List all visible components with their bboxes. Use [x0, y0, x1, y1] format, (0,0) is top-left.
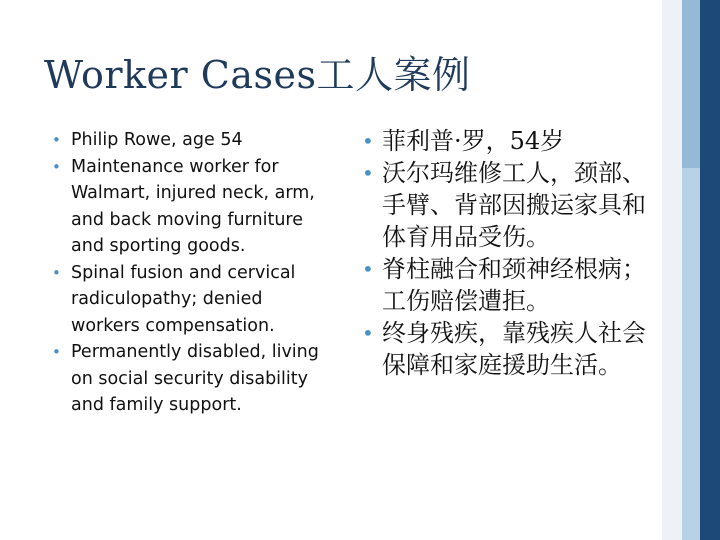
list-item	[360, 317, 660, 381]
decor-band-dark	[700, 0, 720, 540]
bullet-icon: •	[52, 343, 61, 361]
bullet-text: Permanently disabled, living on social security disability and family support.	[71, 342, 319, 415]
list-item	[50, 339, 328, 419]
bullet-icon: •	[362, 257, 374, 281]
list-item	[50, 154, 328, 260]
list-item	[50, 127, 328, 154]
list-item	[360, 157, 660, 253]
bullet-icon: •	[362, 129, 374, 153]
bullet-icon: •	[52, 131, 61, 149]
decor-band-light	[662, 0, 682, 540]
bullet-text: 沃尔玛维修工人，颈部、手臂、背部因搬运家具和体育用品受伤。	[382, 159, 646, 251]
bullet-icon: •	[362, 321, 374, 345]
bullet-text: 菲利普·罗，54岁	[382, 127, 565, 155]
bullet-text: 终身残疾，靠残疾人社会保障和家庭援助生活。	[382, 319, 646, 379]
bullet-icon: •	[52, 263, 61, 282]
bullet-text: Philip Rowe, age 54	[71, 130, 243, 150]
list-item	[360, 253, 660, 317]
bullet-text: Spinal fusion and cervical radiculopathy; denied workers compensation.	[71, 262, 296, 336]
bullet-icon: •	[362, 161, 374, 185]
english-bullet-list	[50, 127, 328, 419]
bullet-icon: •	[52, 157, 61, 176]
slide-title: Worker Cases工人案例	[44, 53, 471, 97]
bullet-text: 脊柱融合和颈神经根病；工伤赔偿遭拒。	[382, 255, 646, 315]
chinese-bullet-list	[360, 125, 660, 381]
decor-band-mid-inset	[682, 168, 700, 540]
list-item	[360, 125, 660, 157]
list-item	[50, 260, 328, 340]
bullet-text: Maintenance worker for Walmart, injured neck, arm, and back moving furniture and sporting goods.	[71, 156, 315, 256]
